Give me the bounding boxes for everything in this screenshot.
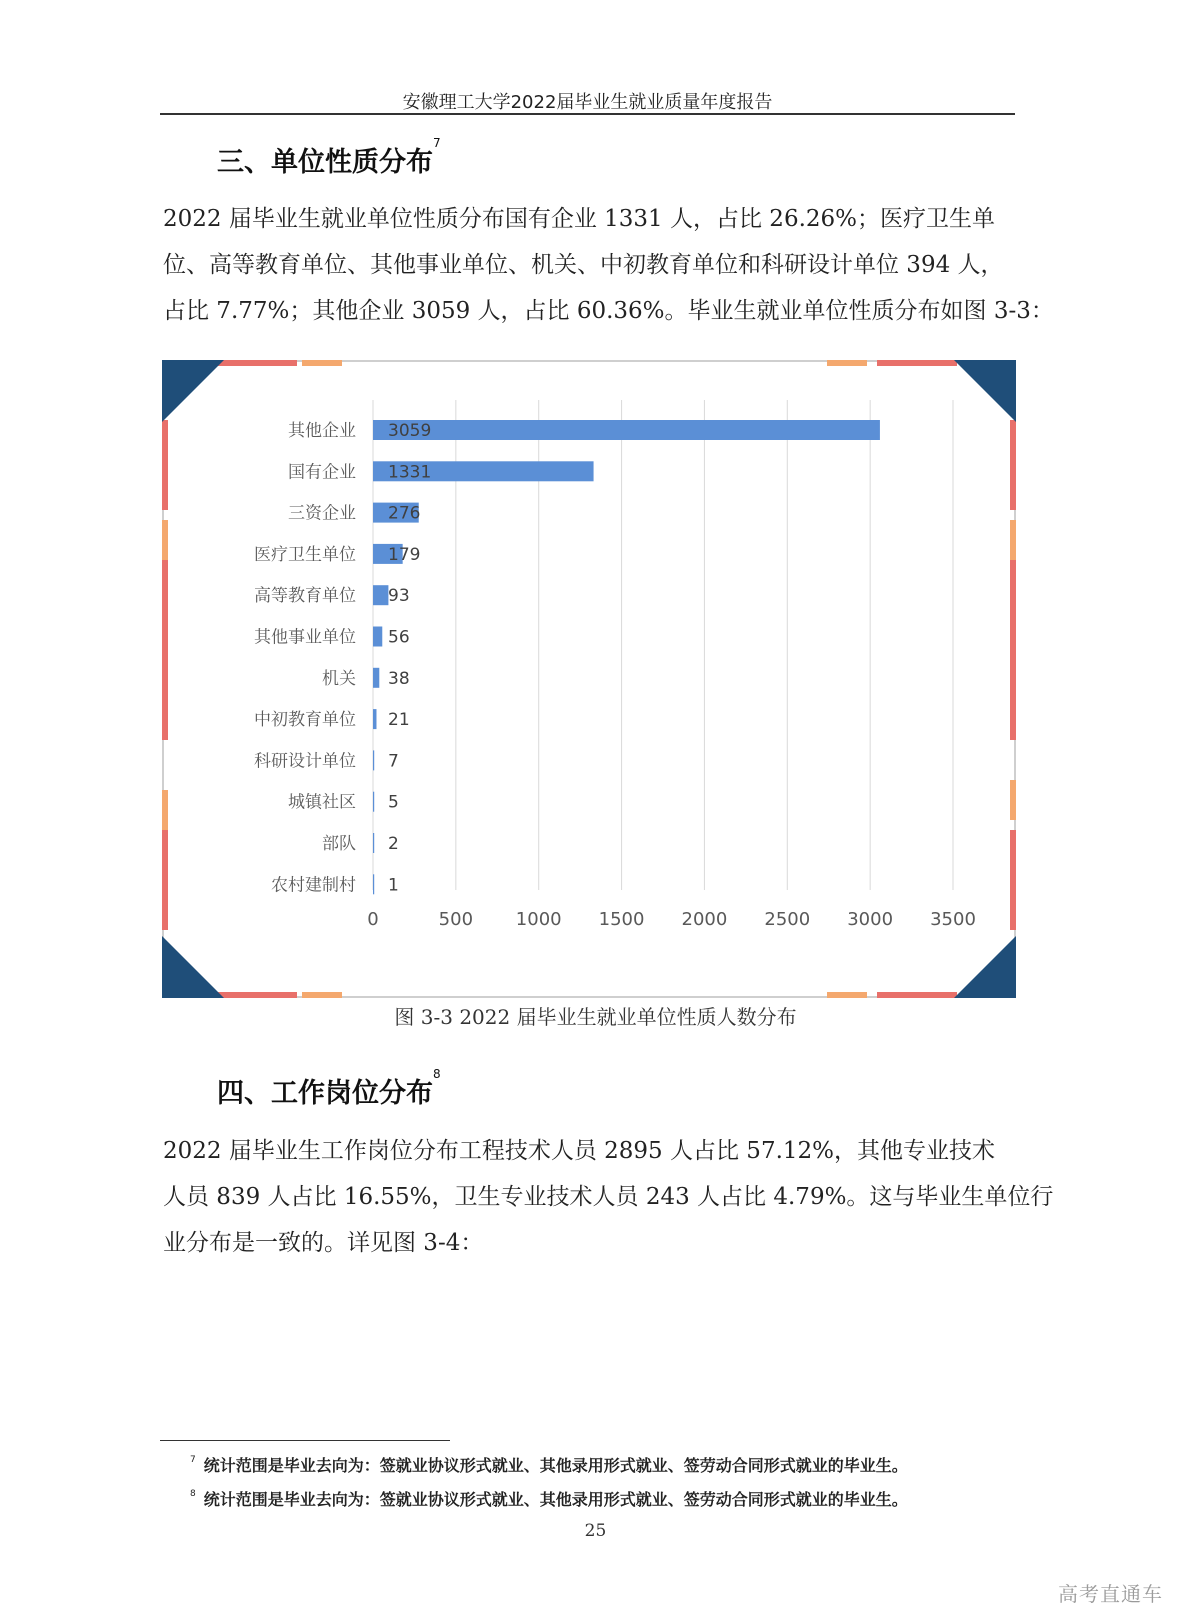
section-3-heading <box>217 136 441 179</box>
footnote-number: 7 <box>190 1454 196 1465</box>
frame-accent-strip <box>1010 520 1016 560</box>
category-label: 国有企业 <box>288 462 356 483</box>
bar <box>373 420 880 440</box>
data-label: 7 <box>388 751 399 772</box>
category-label: 其他事业单位 <box>254 627 356 648</box>
running-header: 安徽理工大学2022届毕业生就业质量年度报告 <box>402 92 773 113</box>
category-label: 三资企业 <box>288 503 356 524</box>
figure-caption: 图 3-3 2022 届毕业生就业单位性质人数分布 <box>394 1005 797 1029</box>
data-label: 3059 <box>388 421 432 441</box>
section-3-paragraph <box>163 196 1054 334</box>
data-label: 179 <box>388 544 421 565</box>
page-number: 25 <box>584 1521 607 1541</box>
paragraph-line: 2022 届毕业生工作岗位分布工程技术人员 2895 人占比 57.12%，其他专业技术 <box>163 1138 996 1164</box>
category-label: 中初教育单位 <box>254 710 356 731</box>
category-label: 城镇社区 <box>288 792 356 813</box>
frame-accent-strip <box>162 420 168 510</box>
frame-accent-strip <box>1010 560 1016 740</box>
frame-accent-strip <box>1010 830 1016 930</box>
bar <box>373 792 374 812</box>
x-tick-label: 1500 <box>598 909 645 930</box>
frame-accent-strip <box>877 360 957 366</box>
frame-accent-strip <box>217 992 297 998</box>
footnote-ref-7[interactable]: 7 <box>433 136 441 150</box>
frame-accent-strip <box>302 992 342 998</box>
watermark: 高考直通车 <box>1058 1582 1163 1606</box>
frame-accent-strip <box>877 992 957 998</box>
header-rule <box>160 113 1015 115</box>
data-label: 5 <box>388 792 399 813</box>
frame-accent-strip <box>1010 780 1016 820</box>
x-tick-label: 3500 <box>930 909 976 930</box>
x-tick-label: 3000 <box>847 909 894 930</box>
data-label: 1331 <box>388 462 432 483</box>
footnote-text: 统计范围是毕业去向为：签就业协议形式就业、其他录用形式就业、签劳动合同形式就业的毕业生。 <box>203 1490 908 1509</box>
bar <box>373 874 374 894</box>
footnote-7 <box>190 1453 908 1476</box>
data-label: 56 <box>388 627 410 648</box>
footnote-number: 8 <box>190 1488 196 1499</box>
bar <box>373 668 379 688</box>
paragraph-line: 2022 届毕业生就业单位性质分布国有企业 1331 人，占比 26.26%；医疗卫生单 <box>163 206 996 232</box>
frame-accent-strip <box>827 992 867 998</box>
category-label: 其他企业 <box>288 421 356 441</box>
x-tick-label: 2000 <box>681 909 728 930</box>
paragraph-line: 业分布是一致的。详见图 3-4： <box>163 1230 484 1256</box>
data-label: 2 <box>388 834 399 854</box>
data-label: 93 <box>388 586 410 607</box>
data-label: 1 <box>388 875 399 896</box>
category-label: 农村建制村 <box>271 875 356 896</box>
decorative-frame <box>162 360 1016 998</box>
footnote-ref-8[interactable]: 8 <box>433 1067 441 1081</box>
frame-accent-strip <box>217 360 297 366</box>
section-3-title: 三、单位性质分布 <box>217 147 433 178</box>
paragraph-line: 人员 839 人占比 16.55%，卫生专业技术人员 243 人占比 4.79%。这与毕业生单位行 <box>163 1184 1054 1210</box>
bar-chart <box>162 360 1016 998</box>
section-4-heading <box>217 1067 441 1110</box>
paragraph-line: 占比 7.77%；其他企业 3059 人，占比 60.36%。毕业生就业单位性质分布如图 3-3： <box>163 298 1054 324</box>
figure-3-3 <box>162 360 1016 998</box>
paragraph-line: 位、高等教育单位、其他事业单位、机关、中初教育单位和科研设计单位 394 人， <box>163 252 1004 278</box>
footnote-text: 统计范围是毕业去向为：签就业协议形式就业、其他录用形式就业、签劳动合同形式就业的毕业生。 <box>203 1456 908 1475</box>
bar <box>373 709 376 729</box>
category-label: 机关 <box>322 668 356 689</box>
x-tick-label: 500 <box>438 909 474 930</box>
category-label: 高等教育单位 <box>254 586 356 607</box>
frame-accent-strip <box>162 560 168 740</box>
frame-accent-strip <box>1010 420 1016 510</box>
frame-accent-strip <box>162 520 168 560</box>
category-label: 部队 <box>322 834 356 854</box>
x-tick-label: 2500 <box>764 909 811 930</box>
frame-accent-strip <box>162 790 168 830</box>
footnote-separator <box>160 1440 450 1441</box>
bar <box>373 627 382 647</box>
x-tick-label: 1000 <box>515 909 562 930</box>
section-4-title: 四、工作岗位分布 <box>217 1078 433 1109</box>
data-label: 21 <box>388 710 410 731</box>
category-label: 科研设计单位 <box>254 751 356 772</box>
x-tick-label: 0 <box>367 909 379 930</box>
figure-border <box>163 361 1015 997</box>
data-label: 38 <box>388 668 410 689</box>
data-label: 276 <box>388 503 421 524</box>
bar <box>373 750 374 770</box>
frame-accent-strip <box>827 360 867 366</box>
category-label: 医疗卫生单位 <box>254 544 356 565</box>
frame-accent-strip <box>302 360 342 366</box>
bar <box>373 833 374 853</box>
frame-accent-strip <box>162 830 168 930</box>
bar <box>373 585 388 605</box>
section-4-paragraph <box>163 1128 1054 1266</box>
footnote-8 <box>190 1487 908 1510</box>
